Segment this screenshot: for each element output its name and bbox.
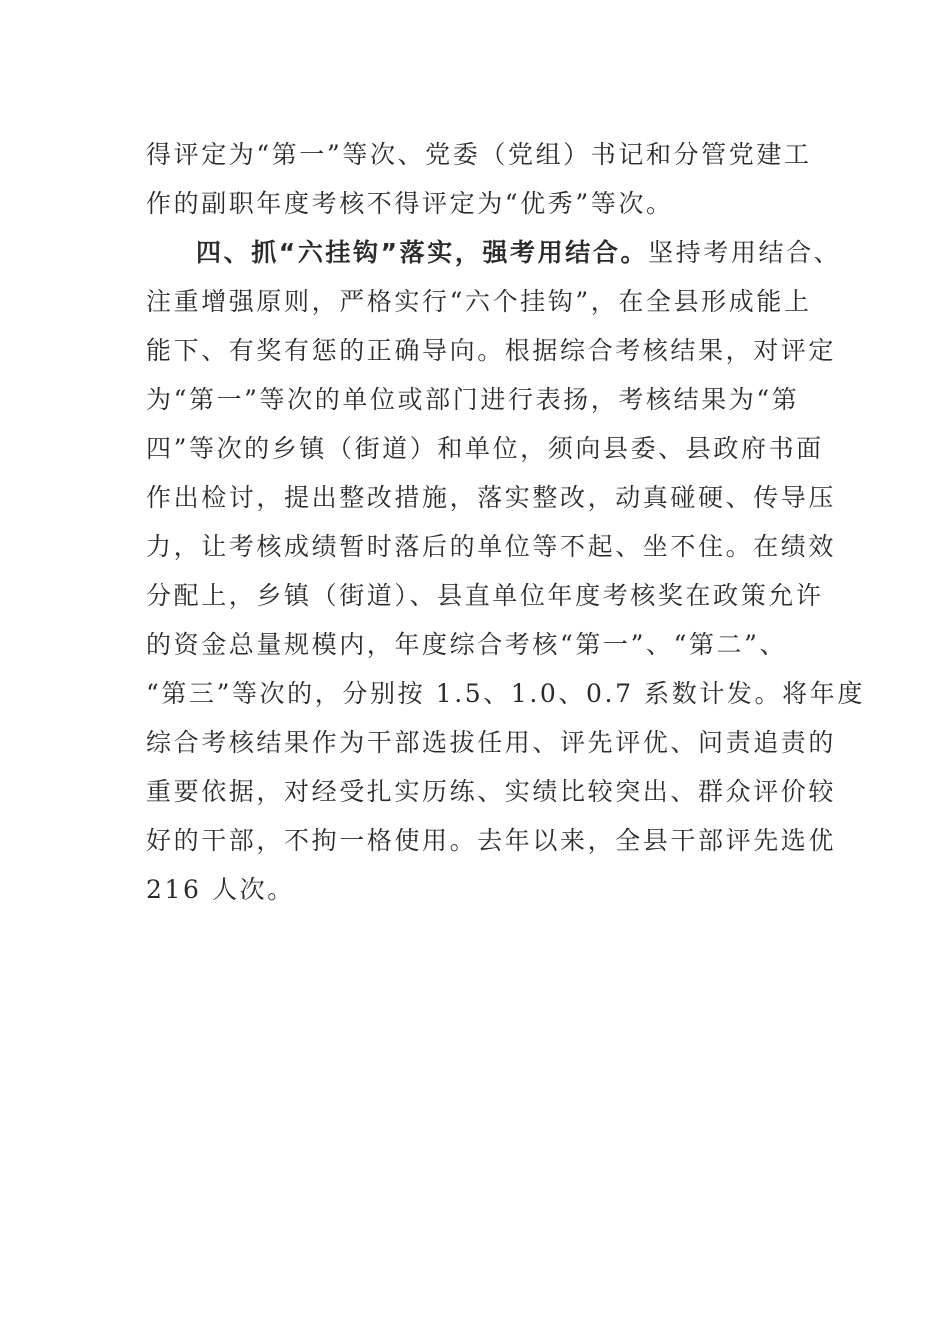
text-line: 作出检讨，提出整改措施，落实整改，动真碰硬、传导压 [146,483,837,512]
text-line: 分配上，乡镇（街道）、县直单位年度考核奖在政策允许 [146,581,824,610]
text-line: 得评定为“第一”等次、党委（党组）书记和分管党建工 [146,140,812,169]
text-line: 好的干部，不拘一格使用。去年以来，全县干部评先选优 [146,826,837,855]
text-run: 坚持考用结合、 [648,238,842,267]
text-line: “第三”等次的，分别按 1.5、1.0、0.7 系数计发。将年度 [146,679,865,708]
text-line: 重要依据，对经受扎实历练、实绩比较突出、群众评价较 [146,777,837,806]
paragraph-first-line [146,228,842,277]
text-line: 注重增强原则，严格实行“六个挂钩”，在全县形成能上 [146,287,812,316]
text-line: 216 人次。 [146,875,295,904]
text-line: 能下、有奖有惩的正确导向。根据综合考核结果，对评定 [146,336,837,365]
text-line: 的资金总量规模内，年度综合考核“第一”、“第二”、 [146,630,788,659]
body-text [146,130,865,914]
text-line: 综合考核结果作为干部选拔任用、评先评优、问责追责的 [146,728,837,757]
text-line: 四”等次的乡镇（街道）和单位，须向县委、县政府书面 [146,434,824,463]
section-heading: 四、抓“六挂钩”落实，强考用结合。 [196,238,649,267]
text-line: 作的副职年度考核不得评定为“优秀”等次。 [146,189,674,218]
text-line: 力，让考核成绩暂时落后的单位等不起、坐不住。在绩效 [146,532,837,561]
text-line: 为“第一”等次的单位或部门进行表扬，考核结果为“第 [146,385,800,414]
